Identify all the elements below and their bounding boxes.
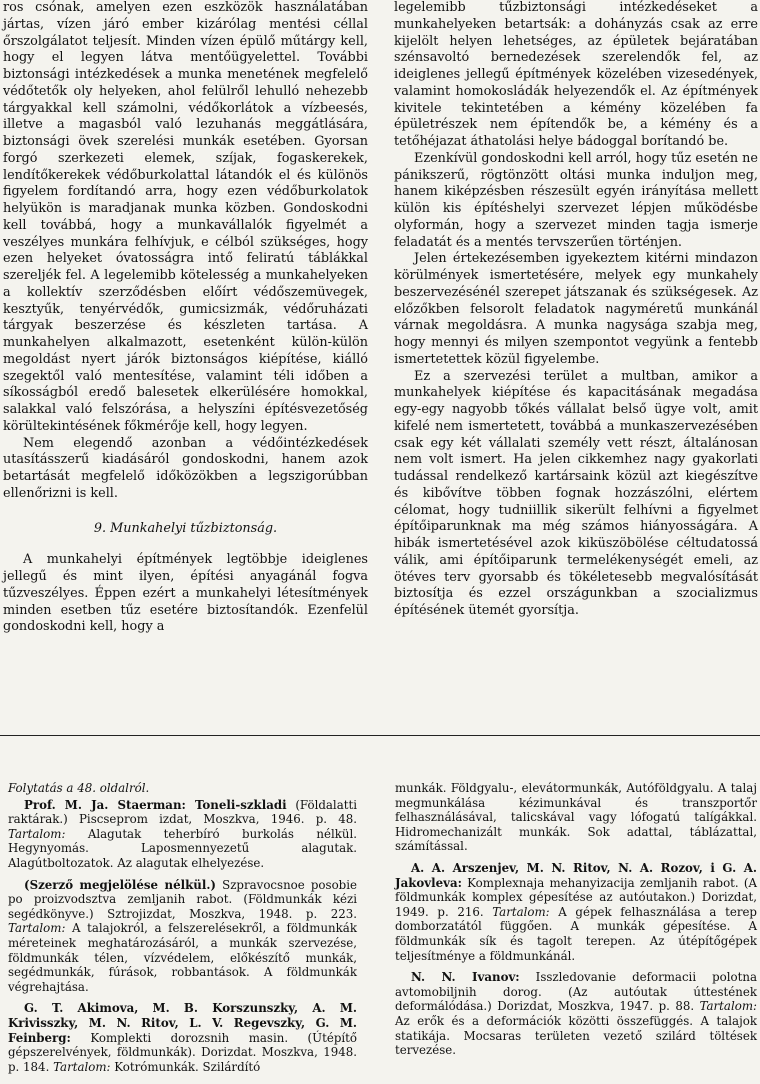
section-title: 9. Munkahelyi tűzbiztonság. [93, 520, 278, 536]
paragraph: Ezenkívül gondoskodni kell arról, hogy tűz esetén ne pánikszerű, rögtönzött oltási munka induljon meg, hanem kiképzésben részesült egyén irányítása mellett külön kis építéshelyi szervezet lépjen működésbe olyformán, hogy a szervezet minden tagja ismerje feladatát és a mentés tervszerűen történjen. [394, 150, 758, 250]
entry-author: G. T. Akimova, M. B. Korszunszky, A. M. Krivisszky, M. N. Ritov, L. V. Regevszky, G. M. Feinberg: [8, 1001, 357, 1045]
upper-left-column [3, 0, 368, 636]
paragraph: Ez a szervezési terület a multban, amikor a munkahelyek kiépítése és kapacitásának megadása egy-egy nagyobb tőkés vállalat belső ügye volt, amit kifelé nem ismertetett, továbbá a munkaszervezésében csak egy két vállalati személy vett részt, általánosan nem volt ismert. Ha jelen cikkemhez nagy gyakorlati tudással rendelkező kartársaink közül azt kiegészítve és kibővítve többen fognak hozzászólni, elértem célomat, hogy tudniillik sikerült felhívni a figyelmet építőiparunknak ma még számos hiányosságára. A hibák ismertetésével azok kiküszöbölése céltudatossá válik, ami építőiparunk termelékenységét emeli, az ötéves terv gyorsabb és tökéletesebb megvalósítását biztosítja és ezzel országunkban a szocializmus építésének ütemét gyorsítja. [394, 368, 758, 618]
entry-text: Szpravocsnoe posobie po proizvodsztva zemljanih rabot. (Földmunkák kézi segédkönyve.) Sztrojizdat, Moszkva, 1948. p. 223. [8, 877, 357, 921]
entry-content: Kotrómunkák. Szilárdító [110, 1059, 261, 1074]
continuation-note: Folytatás a 48. oldalról. [8, 781, 150, 795]
bibliography-entry [395, 970, 757, 1058]
entry-text: Komplekti dorozsnih masin. (Útépítő gépszerelvények, földmunkák). Dorizdat. Moszkva, 1948. p. 184. [8, 1030, 357, 1074]
bibliography-entry [8, 878, 357, 995]
entry-content-label: Tartalom: [492, 904, 550, 919]
entry-content: A gépek felhasználása a terep domborzatától függően. A munkák gépesítése. A földmunkák sík és tagolt terepen. Az útépítőgépek teljesítménye a földmunkánál. [395, 904, 757, 963]
entry-content: Alagutak teherbíró burkolás nélkül. Hegynyomás. Laposmennyezetű alagutak. Alagútboltozatok. Az alagutak elhelyezése. [8, 826, 357, 870]
paragraph: ros csónak, amelyen ezen eszközök használatában jártas, vízen járó ember kizárólag mentési céllal őrszolgálatot teljesít. Minden vízen épülő műtárgy kell, hogy el legyen látva mentőügyelettel. További biztonsági intézkedések a munka menetének megfelelő védőtetők oly helyeken, ahol felülről lehulló nehezebb tárgyakkal kell számolni, védőkorlátok a vízbeesés, illetve a magasból való lezuhanás meggátlására, biztonsági övek szerelési munkák esetében. Gyorsan forgó szerkezeti elemek, szíjak, fogaskerekek, lendítőkerekek védőburkolattal látandók el és különös figyelem fordítandó arra, hogy ezen védőburkolatok helyükön is maradjanak munka közben. Gondoskodni kell továbbá, hogy a munkavállalók figyelmét a veszélyes munkára felhívjuk, e célból szükséges, hogy ezen helyeket óvatosságra intő feliratú táblákkal szereljék fel. A legelemibb kötelesség a munkahelyeken a kollektív szerződésben előírt védőszemüvegek, kesztyűk, tenyérvédők, gumicsizmák, védőruházati tárgyak beszerzése és készleten tartása. A munkahelyen alkalmazott, esetenként külön-külön megoldást nyert járók biztonságos kiépítése, kiálló szegektől való mentesítése, valamint téli időben a síkosságból eredő balesetek elkerülésére homokkal, salakkal való felszórása, a helyszíni építésvezetőség körültekintésének főkmérője kell, hogy legyen. [3, 0, 368, 434]
horizontal-divider [0, 735, 760, 736]
entry-content-label: Tartalom: [8, 921, 66, 936]
bibliography-entry [395, 781, 757, 854]
upper-right-column [394, 0, 758, 620]
bibliography-left-column [8, 781, 357, 1081]
paragraph: Nem elegendő azonban a védőintézkedések utasításszerű kiadásáról gondoskodni, hanem azok betartását megfelelő időközökben a legszigorúbban ellenőrizni is kell. [3, 435, 368, 501]
entry-content: Az erők és a deformációk közötti összefüggés. A talajok statikája. Mocsaras területen vezető szilárd töltések tervezése. [395, 1013, 757, 1058]
entry-author: Prof. M. Ja. Staerman: Toneli-szkladi [24, 797, 287, 812]
entry-author: (Szerző megjelölése nélkül.) [24, 877, 217, 892]
bibliography-entry [8, 1001, 357, 1074]
paragraph: legelemibb tűzbiztonsági intézkedéseket a munkahelyeken betartsák: a dohányzás csak az erre kijelölt helyen lehetséges, az épületek bejáratában szénsavoltó bernedezések szerelendők fel, az ideiglenes jellegű építmények közelében vizesedények, valamint homokosládák helyezendők el. Az építmények kivitele tekintetében a kémény közelében fa épületrészek nem építendők be, a kémény és a tetőhéjazat áthatolási helye bádoggal borítandó be. [394, 0, 758, 149]
bibliography-entry [395, 861, 757, 963]
entry-content-label: Tartalom: [53, 1059, 111, 1074]
entry-text: munkák. Földgyalu-, elevátormunkák, Autóföldgyalu. A talaj megmunkálása kézimunkával és transzportőr felhasználásával, talicskával vagy lófogatú talígákkal. Hidromechanizált munkák. Sok adattal, táblázattal, számítással. [395, 781, 757, 854]
entry-content-label: Tartalom: [8, 826, 66, 841]
entry-text: Komplexnaja mehanyizacija zemljanih rabot. (A földmunkák komplex gépesítése az autóutakon.) Dorizdat, 1949. p. 216. [395, 875, 757, 919]
entry-text: Isszledovanie deformacii polotna avtomobiljnih dorog. (Az autóutak úttestének deformálódása.) Dorizdat, Moszkva, 1947. p. 88. [395, 970, 758, 1014]
entry-author: N. N. Ivanov: [411, 970, 520, 985]
paragraph: A munkahelyi építmények legtöbbje ideiglenes jellegű és mint ilyen, építési anyagánál fogva tűzveszélyes. Éppen ezért a munkahelyi létesítmények minden esetben tűz esetére biztosítandók. Ezenfelül gondoskodni kell, hogy a [3, 552, 368, 635]
entry-content-label: Tartalom: [699, 999, 757, 1014]
paragraph: Jelen értekezésemben igyekeztem kitérni mindazon körülmények ismertetésére, melyek egy munkahely beszervezésénél szerepet játszanak és szükségesek. Az előzőkben felsorolt feladatok nagyméretű munkánál várnak megoldásra. A munka nagysága szabja meg, hogy mennyi és milyen szempontot vegyünk a fentebb ismertetettek közül figyelembe. [394, 251, 758, 367]
bibliography-entry [8, 798, 357, 871]
bibliography-right-column [395, 781, 757, 1065]
entry-text: (Földalatti raktárak.) Piscseprom izdat, Moszkva, 1946. p. 48. [8, 797, 357, 827]
entry-author: A. A. Arszenjev, M. N. Ritov, N. A. Rozov, i G. A. Jakovleva: [395, 860, 757, 890]
entry-content: A talajokról, a felszerelésekről, a földmunkák méreteinek meghatározásáról, a munkák szervezése, földmunkák télen, vízvédelem, előkészítő munkák, segédmunkák, fúrások, robbantások. A földmunkák végrehajtása. [8, 921, 357, 994]
